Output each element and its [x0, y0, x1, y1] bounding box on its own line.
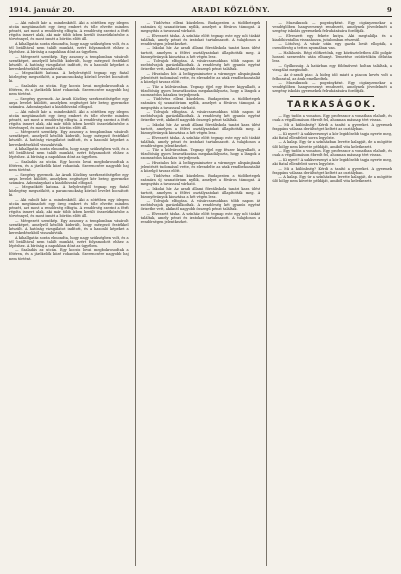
article-paragraph: — Tüdővész elleni küzdelem. Budapesten a tüdőbetegek számára új szanatórium nyílik, amelyet a főváros támogat. A megnyitás a tavasszal várható.: [140, 97, 261, 110]
article-paragraph: — Szaladás az utcán. Egy kocsis lovai megbokrosodtak a főtéren, és a járókelők közé rohantak. Szerencsére nagyobb baj nem történt.: [9, 248, 129, 261]
article-paragraph: — Megszökött katona. A helyőrségtől tegnap egy fiatal közlegény megszökött, a parancsnokság köröző levelet bocsátott ki.: [9, 185, 129, 198]
article-paragraph: — Iskolai hír. Az aradi állami főreáliskola tanári kara ülést tartott, amelyen a félévi osztályzatokat állapították meg. A bizonyítványok kiosztása a hét végén lesz.: [140, 122, 261, 135]
article-paragraph: — Tűz a külvárosban. Tegnap éjjel egy fészer kigyulladt, a tűzoltóság gyors beavatkozása megakadályozta, hogy a lángok a szomszédos házakra terjedjenek.: [140, 148, 261, 161]
header-date: 1914. január 20.: [9, 6, 75, 14]
article-paragraph: — Ki nyert? A sakkversenyt a kör legidősebb tagja nyerte meg, aki fiatal ellenfeleit sorra legyőzte.: [272, 157, 393, 166]
column-2: [135, 21, 261, 566]
section-title: TARKASÁGOK.: [287, 100, 378, 111]
article-paragraph: — Tűz a külvárosban. Tegnap éjjel egy fészer kigyulladt, a tűzoltóság gyors beavatkozása megakadályozta, hogy a lángok a szomszédos házakra terjedjenek.: [140, 84, 261, 97]
article-paragraph: — Tolvajok elfogása. A vásárcsarnokban több napon át zsebtolvajok garázdálkodtak. A rendőrség két gyanús egyént őrizetbe vett, akiknél nagyobb összegű pénzt találtak.: [140, 59, 261, 72]
article-paragraph: — A kalap. Egy úr a színházban levette kalapját, de a mögötte ülő hölgy nem követte példáját, amiből vita keletkezett.: [272, 140, 393, 149]
article-paragraph: — Aki rabolt kár a. mindenkitől. Aki a sötétben egy idegen utcán megtámadott egy öreg embert és tőle elvette minden pénzét, azt most a rendőrség elfogta. A rendőrség szerint a férfi régóta ismert alak, aki már több ízben került összeütközésbe a törvénnyel, és most ismét a börtön előtt áll.: [9, 21, 129, 42]
article-paragraph: — Mérgezett szentkép. Egy asszony a templomban vásárolt szentképet, amelyről később kiderült, hogy mérgező festékkel készült. A hatóság vizsgálatot indított, és a hasonló képeket a kereskedésekből visszahívták.: [9, 54, 129, 71]
newspaper-title: ARADI KÖZLÖNY.: [191, 6, 271, 14]
column-1: [9, 21, 129, 566]
article-paragraph: — Elveszett táska. A színház előtt tegnap este egy női táskát találtak, amely pénzt és iratokat tartalmazott. A tulajdonos a rendőrségen jelentkezhet.: [140, 33, 261, 46]
page-number: 9: [387, 6, 392, 14]
article-paragraph: A kihallgatás során elmondta, hogy nagy szükségben volt, és a tél beálltával nem talált munkát, ezért folyamodott ehhez a lépéshez. A bíróság a napokban dönt az ügyében.: [9, 147, 129, 160]
article-paragraph: — Megszökött katona. A helyőrségtől tegnap egy fiatal közlegény megszökött, a parancsnokság köröző levelet bocsátott ki.: [9, 71, 129, 84]
article-paragraph: — Gyilkosság. A határban egy földművest holtan találtak, a vizsgálat megindult.: [272, 63, 393, 72]
article-paragraph: A kihallgatás során elmondta, hogy nagy szükségben volt, és a tél beálltával nem talált munkát, ezért folyamodott ehhez a lépéshez. A bíróság a napokban dönt az ügyében.: [9, 235, 129, 248]
article-paragraph: — Szegény gyermek. Az Aradi Közlöny szerkesztőségébe egy anya levelet küldött, amelyben segítséget kér beteg gyermeke számára. Adományokat a kiadóhivatal elfogad.: [9, 96, 129, 109]
article-paragraph: — Egy tudós a vonaton. Egy professzor a vonatban elaludt, és csak a végállomáson ébredt fel, ahonnan másnap tért vissza.: [272, 114, 393, 123]
article-paragraph: — Tüdővész elleni küzdelem. Budapesten a tüdőbetegek számára új szanatórium nyílik, amelyet a főváros támogat. A megnyitás a tavasszal várható.: [140, 173, 261, 186]
article-paragraph: — Ki nyert? A sakkversenyt a kör legidősebb tagja nyerte meg, aki fiatal ellenfeleit sorra legyőzte.: [272, 131, 393, 140]
article-paragraph: — Muzsikusok — pogrányként. Egy cigányzenekar a vendéglőben hangversenyt rendezett, amelynek jövedelmét a szegény iskolás gyermekek felruházására fordítják.: [272, 81, 393, 94]
article-paragraph: — Az ó-aradi piac. A hideg idő miatt a piacon kevés volt a felhozatal, az árak emelkedtek.: [272, 72, 393, 81]
article-paragraph: — Hivatalos hír. A belügyminiszter a vármegye alispánjának jelentését tudomásul vette, és elrendelte az utak rendbehozatalát a közelgő tavasz előtt.: [140, 71, 261, 85]
section-divider: [290, 96, 374, 97]
article-paragraph: — Tüdővész elleni küzdelem. Budapesten a tüdőbetegek számára új szanatórium nyílik, amelyet a főváros támogat. A megnyitás a tavasszal várható.: [140, 21, 261, 34]
article-paragraph: — Mérgezett szentkép. Egy asszony a templomban vásárolt szentképet, amelyről később kiderült, hogy mérgező festékkel készült. A hatóság vizsgálatot indított, és a hasonló képeket a kereskedésekből visszahívták.: [9, 218, 129, 236]
article-paragraph: — Tolvajok elfogása. A vásárcsarnokban több napon át zsebtolvajok garázdálkodtak. A rendőrség két gyanús egyént őrizetbe vett, akiknél nagyobb összegű pénzt találtak.: [140, 110, 261, 123]
column-3: [266, 21, 392, 566]
article-paragraph: — Elveszett egy fekete kutya. Aki megtalálja és a kiadóhivatalba visszahozza, jutalomban részesül.: [272, 33, 393, 42]
article-paragraph: — Lótolvaj. A vásár után egy gazda lovát ellopták, a csendőrség a tettes nyomában van.: [272, 42, 393, 51]
article-paragraph: — Aki rabolt kár a. mindenkitől. Aki a sötétben egy idegen utcán megtámadott egy öreg embert és tőle elvette minden pénzét, azt most a rendőrség elfogta. A rendőrség szerint a férfi régóta ismert alak, aki már több ízben került összeütközésbe a törvénnyel, és most ismét a börtön előtt áll.: [9, 109, 129, 130]
article-paragraph: — Tolvajok elfogása. A vásárcsarnokban több napon át zsebtolvajok garázdálkodtak. A rendőrség két gyanús egyént őrizetbe vett, akiknél nagyobb összegű pénzt találtak.: [140, 199, 261, 212]
article-paragraph: — Elveszett táska. A színház előtt tegnap este egy női táskát találtak, amely pénzt és iratokat tartalmazott. A tulajdonos a rendőrségen jelentkezhet.: [140, 135, 261, 148]
section-divider: [290, 110, 374, 111]
article-paragraph: — A kalap. Egy úr a színházban levette kalapját, de a mögötte ülő hölgy nem követte példáját, amiből vita keletkezett.: [272, 175, 393, 184]
article-paragraph: — Szegény gyermek. Az Aradi Közlöny szerkesztőségébe egy anya levelet küldött, amelyben segítséget kér beteg gyermeke számára. Adományokat a kiadóhivatal elfogad.: [9, 172, 129, 185]
article-paragraph: — Hivatalos hír. A belügyminiszter a vármegye alispánjának jelentését tudomásul vette, és elrendelte az utak rendbehozatalát a közelgő tavasz előtt.: [140, 161, 261, 174]
article-paragraph: — Szaladás az utcán. Egy kocsis lovai megbokrosodtak a főtéren, és a járókelők közé rohantak. Szerencsére nagyobb baj nem történt.: [9, 84, 129, 97]
article-paragraph: — Mérgezett szentkép. Egy asszony a templomban vásárolt szentképet, amelyről később kiderült, hogy mérgező festékkel készült. A hatóság vizsgálatot indított, és a hasonló képeket a kereskedésekből visszahívták.: [9, 130, 129, 147]
article-columns: [9, 21, 392, 566]
article-paragraph: A kihallgatás során elmondta, hogy nagy szükségben volt, és a tél beálltával nem talált munkát, ezért folyamodott ehhez a lépéshez. A bíróság a napokban dönt az ügyében.: [9, 41, 129, 54]
page-header: [9, 6, 392, 17]
article-paragraph: — Iskolai hír. Az aradi állami főreáliskola tanári kara ülést tartott, amelyen a félévi osztályzatokat állapították meg. A bizonyítványok kiosztása a hét végén lesz.: [140, 46, 261, 59]
article-paragraph: — Mi a különbség? Kérdi a tanító a gyereket. A gyermek frappáns válasza derültséget keltett az osztályban.: [272, 123, 393, 132]
article-paragraph: — Mi a különbség? Kérdi a tanító a gyereket. A gyermek frappáns válasza derültséget keltett az osztályban.: [272, 166, 393, 175]
article-paragraph: — Elveszett táska. A színház előtt tegnap este egy női táskát találtak, amely pénzt és iratokat tartalmazott. A tulajdonos a rendőrségen jelentkezhet.: [140, 212, 261, 225]
article-paragraph: — Halálozás. Régi előfizetőnk, egy köztiszteletben álló polgár hosszú szenvedés után elhunyt. Temetése csütörtökön délután lesz.: [272, 51, 393, 64]
article-paragraph: — Szaladás az utcán. Egy kocsis lovai megbokrosodtak a főtéren, és a járókelők közé rohantak. Szerencsére nagyobb baj nem történt.: [9, 159, 129, 172]
article-paragraph: — Iskolai hír. Az aradi állami főreáliskola tanári kara ülést tartott, amelyen a félévi osztályzatokat állapították meg. A bizonyítványok kiosztása a hét végén lesz.: [140, 186, 261, 199]
article-paragraph: — Muzsikusok — pogrányként. Egy cigányzenekar a vendéglőben hangversenyt rendezett, amelynek jövedelmét a szegény iskolás gyermekek felruházására fordítják.: [272, 21, 393, 34]
article-paragraph: — Aki rabolt kár a. mindenkitől. Aki a sötétben egy idegen utcán megtámadott egy öreg embert és tőle elvette minden pénzét, azt most a rendőrség elfogta. A rendőrség szerint a férfi régóta ismert alak, aki már több ízben került összeütközésbe a törvénnyel, és most ismét a börtön előtt áll.: [9, 198, 129, 219]
article-paragraph: — Egy tudós a vonaton. Egy professzor a vonatban elaludt, és csak a végállomáson ébredt fel, ahonnan másnap tért vissza.: [272, 149, 393, 158]
